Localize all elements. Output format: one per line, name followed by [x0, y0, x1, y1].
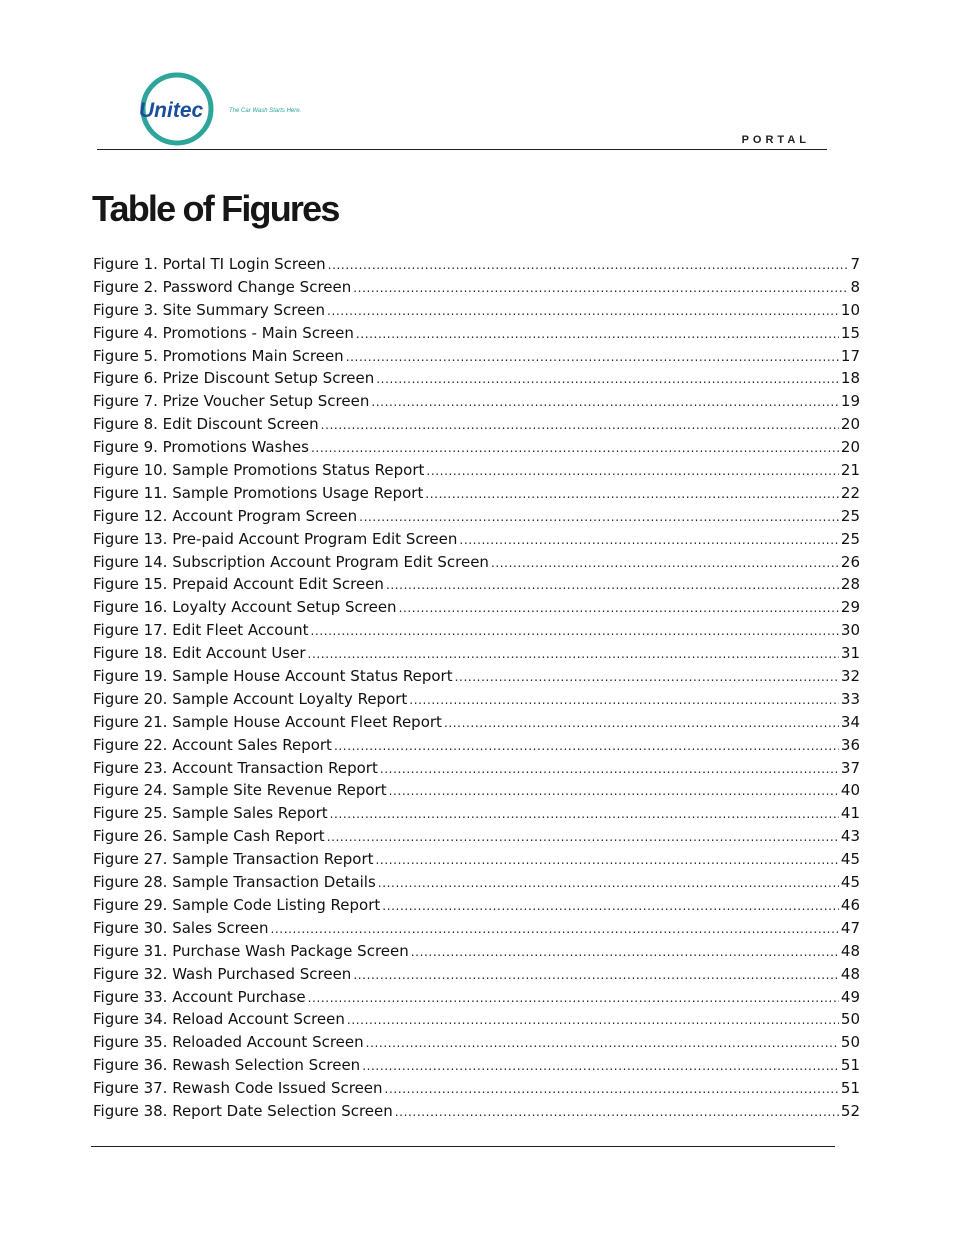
toc-entry-page-number: 36: [840, 735, 860, 754]
dot-leader: [308, 643, 839, 665]
toc-entry-page-number: 31: [840, 644, 860, 663]
toc-entry-page-number: 50: [840, 1010, 860, 1029]
toc-entry-label: Figure 21. Sample House Account Fleet Report: [93, 712, 442, 731]
toc-entry-label: Figure 27. Sample Transaction Report: [93, 850, 374, 869]
toc-entry-label: Figure 29. Sample Code Listing Report: [93, 895, 381, 914]
toc-entry-label: Figure 13. Pre-paid Account Program Edit Screen: [93, 529, 458, 548]
toc-entry-page-number: 48: [840, 941, 860, 960]
toc-entry-page-number: 15: [840, 323, 860, 342]
toc-entry-label: Figure 25. Sample Sales Report: [93, 804, 328, 823]
toc-entry-page-number: 52: [840, 1101, 860, 1120]
toc-entry-label: Figure 5. Promotions Main Screen: [93, 346, 344, 365]
toc-entry-label: Figure 11. Sample Promotions Usage Report: [93, 483, 424, 502]
toc-entry-page-number: 30: [840, 621, 860, 640]
toc-entry[interactable]: [93, 299, 860, 322]
toc-entry-page-number: 47: [840, 918, 860, 937]
dot-leader: [389, 780, 839, 802]
dot-leader: [270, 918, 838, 940]
toc-entry-label: Figure 18. Edit Account User: [93, 644, 306, 663]
dot-leader: [310, 620, 838, 642]
unitec-logo: [137, 72, 317, 150]
toc-entry[interactable]: [93, 505, 860, 528]
dot-leader: [327, 826, 839, 848]
dot-leader: [378, 872, 839, 894]
toc-entry[interactable]: [93, 322, 860, 345]
toc-entry[interactable]: [93, 253, 860, 276]
toc-entry[interactable]: [93, 757, 860, 780]
toc-entry-page-number: 25: [840, 529, 860, 548]
dot-leader: [380, 758, 839, 780]
dot-leader: [411, 941, 839, 963]
toc-entry-label: Figure 4. Promotions - Main Screen: [93, 323, 354, 342]
dot-leader: [376, 849, 839, 871]
dot-leader: [409, 689, 839, 711]
toc-entry[interactable]: [93, 276, 860, 299]
toc-entry-page-number: 8: [850, 277, 860, 296]
toc-entry[interactable]: [93, 367, 860, 390]
toc-entry-label: Figure 19. Sample House Account Status Report: [93, 667, 453, 686]
logo-wordmark: Unitec: [139, 99, 204, 122]
toc-entry-label: Figure 31. Purchase Wash Package Screen: [93, 941, 409, 960]
toc-entry-label: Figure 12. Account Program Screen: [93, 506, 358, 525]
toc-entry-label: Figure 23. Account Transaction Report: [93, 758, 378, 777]
toc-entry[interactable]: [93, 871, 860, 894]
toc-entry-label: Figure 38. Report Date Selection Screen: [93, 1101, 393, 1120]
toc-entry-label: Figure 28. Sample Transaction Details: [93, 873, 376, 892]
toc-entry-label: Figure 17. Edit Fleet Account: [93, 621, 309, 640]
toc-entry-page-number: 34: [840, 712, 860, 731]
toc-entry-label: Figure 26. Sample Cash Report: [93, 827, 325, 846]
toc-entry[interactable]: [93, 711, 860, 734]
toc-entry-page-number: 41: [840, 804, 860, 823]
toc-entry-page-number: 26: [840, 552, 860, 571]
toc-entry-page-number: 25: [840, 506, 860, 525]
toc-entry[interactable]: [93, 986, 860, 1009]
toc-entry-label: Figure 15. Prepaid Account Edit Screen: [93, 575, 384, 594]
dot-leader: [444, 712, 839, 734]
toc-entry-page-number: 49: [840, 987, 860, 1006]
toc-entry[interactable]: [93, 779, 860, 802]
dot-leader: [356, 323, 839, 345]
toc-entry-page-number: 29: [840, 598, 860, 617]
section-label: PORTAL: [741, 134, 810, 146]
dot-leader: [366, 1032, 839, 1054]
toc-entry-page-number: 50: [840, 1033, 860, 1052]
dot-leader: [385, 1078, 839, 1100]
dot-leader: [371, 391, 839, 413]
toc-entry[interactable]: [93, 894, 860, 917]
toc-entry[interactable]: [93, 848, 860, 871]
dot-leader: [376, 368, 839, 390]
toc-entry[interactable]: [93, 596, 860, 619]
toc-entry[interactable]: [93, 1008, 860, 1031]
toc-entry-label: Figure 32. Wash Purchased Screen: [93, 964, 352, 983]
dot-leader: [386, 574, 839, 596]
toc-entry-page-number: 46: [840, 895, 860, 914]
dot-leader: [346, 346, 839, 368]
toc-entry-label: Figure 30. Sales Screen: [93, 918, 269, 937]
toc-entry-label: Figure 2. Password Change Screen: [93, 277, 352, 296]
toc-entry-label: Figure 3. Site Summary Screen: [93, 300, 326, 319]
toc-entry[interactable]: [93, 528, 860, 551]
page-title: Table of Figures: [92, 188, 339, 229]
toc-entry[interactable]: [93, 573, 860, 596]
dot-leader: [334, 735, 839, 757]
dot-leader: [347, 1009, 839, 1031]
toc-entry-page-number: 51: [840, 1079, 860, 1098]
toc-entry[interactable]: [93, 665, 860, 688]
logo-tagline: The Car Wash Starts Here.: [229, 108, 302, 114]
toc-entry-label: Figure 37. Rewash Code Issued Screen: [93, 1079, 383, 1098]
toc-entry-page-number: 37: [840, 758, 860, 777]
dot-leader: [399, 597, 839, 619]
toc-entry-label: Figure 35. Reloaded Account Screen: [93, 1033, 364, 1052]
toc-entry-page-number: 20: [840, 415, 860, 434]
dot-leader: [359, 506, 839, 528]
toc-entry-page-number: 21: [840, 461, 860, 480]
toc-entry[interactable]: [93, 345, 860, 368]
toc-entry[interactable]: [93, 1077, 860, 1100]
toc-entry-label: Figure 7. Prize Voucher Setup Screen: [93, 392, 370, 411]
toc-entry-label: Figure 1. Portal TI Login Screen: [93, 255, 326, 273]
dot-leader: [330, 803, 839, 825]
dot-leader: [308, 987, 839, 1009]
toc-entry-page-number: 19: [840, 392, 860, 411]
dot-leader: [455, 666, 839, 688]
dot-leader: [491, 552, 839, 574]
toc-entry[interactable]: [93, 482, 860, 505]
toc-entry[interactable]: [93, 1054, 860, 1077]
toc-entry-label: Figure 36. Rewash Selection Screen: [93, 1056, 361, 1075]
dot-leader: [425, 483, 839, 505]
toc-entry-label: Figure 20. Sample Account Loyalty Report: [93, 689, 408, 708]
toc-entry[interactable]: [93, 688, 860, 711]
toc-entry-label: Figure 22. Account Sales Report: [93, 735, 332, 754]
toc-entry-label: Figure 34. Reload Account Screen: [93, 1010, 345, 1029]
toc-entry-label: Figure 9. Promotions Washes: [93, 438, 309, 457]
toc-entry[interactable]: [93, 1100, 860, 1123]
toc-entry[interactable]: [93, 413, 860, 436]
toc-entry-page-number: 45: [840, 873, 860, 892]
toc-entry-label: Figure 10. Sample Promotions Status Report: [93, 461, 425, 480]
toc-entry-page-number: 22: [840, 483, 860, 502]
toc-entry[interactable]: [93, 917, 860, 940]
toc-entry[interactable]: [93, 940, 860, 963]
toc-entry-page-number: 45: [840, 850, 860, 869]
toc-entry[interactable]: [93, 390, 860, 413]
toc-entry-page-number: 20: [840, 438, 860, 457]
dot-leader: [328, 254, 849, 276]
toc-entry-page-number: 18: [840, 369, 860, 388]
dot-leader: [426, 460, 839, 482]
toc-entry-page-number: 7: [850, 255, 860, 273]
table-of-figures-list: [93, 253, 860, 1123]
toc-entry-page-number: 32: [840, 667, 860, 686]
toc-entry-label: Figure 14. Subscription Account Program Edit Screen: [93, 552, 489, 571]
footer-divider: [91, 1146, 835, 1147]
toc-entry-label: Figure 16. Loyalty Account Setup Screen: [93, 598, 397, 617]
dot-leader: [311, 437, 839, 459]
toc-entry[interactable]: [93, 459, 860, 482]
toc-entry[interactable]: [93, 825, 860, 848]
toc-entry-label: Figure 33. Account Purchase: [93, 987, 306, 1006]
dot-leader: [395, 1101, 839, 1123]
header-divider: [97, 149, 827, 150]
toc-entry[interactable]: [93, 734, 860, 757]
toc-entry[interactable]: [93, 436, 860, 459]
toc-entry-label: Figure 8. Edit Discount Screen: [93, 415, 319, 434]
toc-entry-page-number: 48: [840, 964, 860, 983]
toc-entry-page-number: 40: [840, 781, 860, 800]
toc-entry-page-number: 43: [840, 827, 860, 846]
dot-leader: [321, 414, 839, 436]
toc-entry-page-number: 10: [840, 300, 860, 319]
toc-entry-page-number: 17: [840, 346, 860, 365]
toc-entry[interactable]: [93, 619, 860, 642]
dot-leader: [382, 895, 839, 917]
toc-entry-page-number: 28: [840, 575, 860, 594]
toc-entry-label: Figure 6. Prize Discount Setup Screen: [93, 369, 375, 388]
dot-leader: [459, 529, 839, 551]
toc-entry-page-number: 33: [840, 689, 860, 708]
toc-entry[interactable]: [93, 1031, 860, 1054]
dot-leader: [327, 300, 839, 322]
toc-entry[interactable]: [93, 802, 860, 825]
toc-entry-page-number: 51: [840, 1056, 860, 1075]
toc-entry-label: Figure 24. Sample Site Revenue Report: [93, 781, 387, 800]
toc-entry[interactable]: [93, 642, 860, 665]
dot-leader: [353, 277, 848, 299]
dot-leader: [353, 964, 839, 986]
toc-entry[interactable]: [93, 551, 860, 574]
toc-entry[interactable]: [93, 963, 860, 986]
dot-leader: [362, 1055, 839, 1077]
